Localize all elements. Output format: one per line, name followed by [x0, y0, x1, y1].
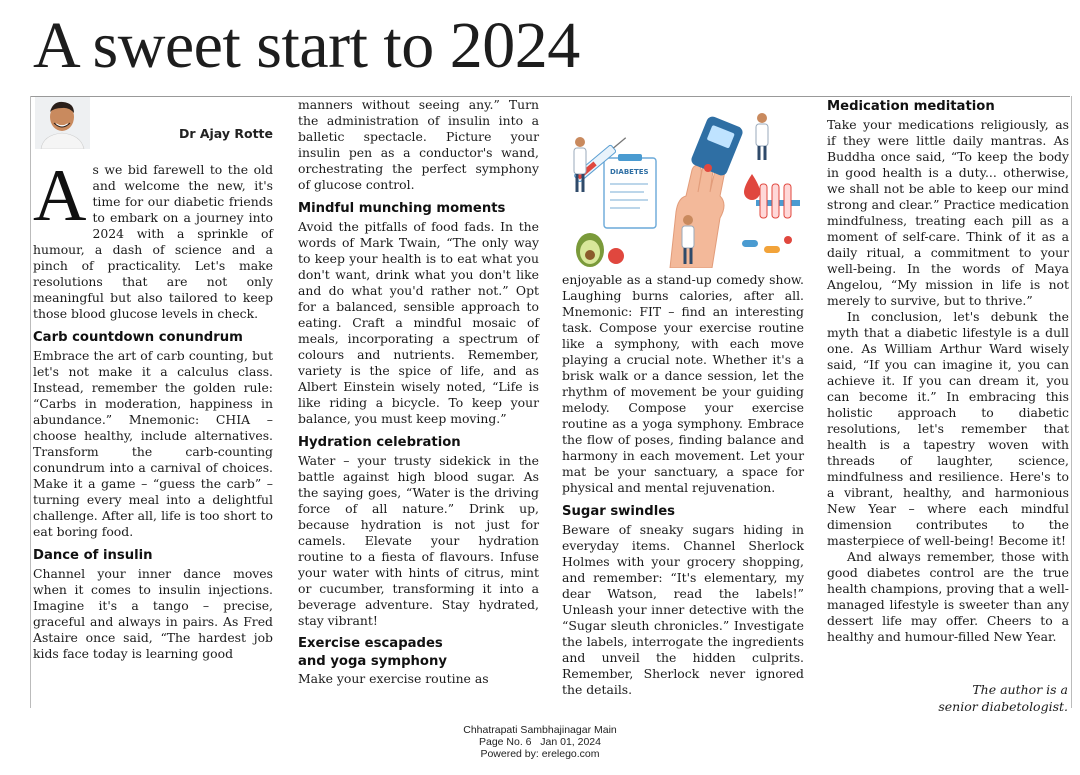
intro-paragraph: [33, 155, 273, 322]
column-2: [298, 97, 539, 687]
paragraph-conclusion: In conclusion, let's debunk the myth that a diabetic lifestyle is a dull one. As William Arthur Ward wisely said, “If you can imagine it, you can achieve it. If you can dream it, you can become it.” In embracing this holistic approach to diabetic resolutions, let's remember that health is a tapestry woven with threads of laughter, science, mindfulness and resilience. Here's to a vibrant, healthy, and harmonious New Year – where each mindful dimension contributes to the masterpiece of well-being! Become it!: [827, 309, 1069, 548]
heading-exercise: Exercise escapades and yoga symphony: [298, 636, 447, 669]
page-date-label: Page No. 6 Jan 01, 2024: [478, 736, 601, 748]
tomato-icon: [608, 248, 624, 264]
svg-text:DIABETES: DIABETES: [610, 168, 649, 176]
author-photo: [35, 97, 90, 149]
paragraph-exercise: enjoyable as a stand-up comedy show. Laughing burns calories, after all. Mnemonic: FIT – find an interesting task. Compose your exercise routine like a symphony, with each move playing a crucial note. Whether it's a brisk walk or a dance session, let the rhythm of movement be your guiding melody. Compose your exercise routine as a yoga symphony. Embrace the flow of poses, finding balance and harmony in each movement. Let your mat be your sanctuary, a space for physical and mental rejuvenation.: [562, 272, 804, 495]
paragraph-dance: Channel your inner dance moves when it comes to insulin injections. Imagine it's a tango – precise, graceful and always in pairs. As Fred Astaire once said, “The hardest job kids face today is learning good: [33, 566, 273, 661]
right-border: [1071, 96, 1072, 708]
intro-text: s we bid farewell to the old and welcome the new, it's time for our diabetic friends to embark on a journey into 2024 with a sprinkle of humour, a dash of science and a pinch of practicality. Let's make resolutions that are not only meaningful but also tailored to keep those blood glucose levels in check.: [33, 162, 273, 321]
heading-hydration: Hydration celebration: [298, 435, 461, 450]
edition-label: Chhatrapati Sambhajinagar Main: [463, 724, 617, 736]
paragraph-dance-cont: manners without seeing any.” Turn the administration of insulin into a balletic spectacle. Picture your insulin pen as a conductor's wand, orchestrating the perfect symphony of glucose control.: [298, 97, 539, 192]
powered-by-label[interactable]: Powered by: erelego.com: [480, 748, 600, 760]
paragraph-hydration: Water – your trusty sidekick in the battle against high blood sugar. As the saying goes, “Water is the driving force of all nature.” Drink up, because hydration is not just for camels. Elevate your hydration routine to a fiesta of flavours. Infuse your water with hints of citrus, mint or cucumber, transforming it into a beverage adventure. Stay hydrated, stay vibrant!: [298, 453, 539, 628]
paragraph-medication: Take your medications religiously, as if they were little daily mantras. As Buddha once said, “To keep the body in good health is a duty... otherwise, we shall not be able to keep our mind strong and clear.” Practice medication mindfulness, treating each pill as a moment of self-care. Think of it as a daily ritual, a commitment to your well-being. In the words of Maya Angelou, “My mission in life is not merely to survive, but to thrive.”: [827, 117, 1069, 308]
diabetes-illustration: [560, 100, 806, 268]
paragraph-carb: Embrace the art of carb counting, but let's not make it a calculus class. Instead, remember the golden rule: “Carbs in moderation, happiness in abundance.” Mnemonic: CHIA – choose healthy, include alternatives. Transform the carb-counting conundrum into a carnival of choices. Make it a game – “guess the carb” – turning every meal into a delightful challenge. After all, life is too short to eat boring food.: [33, 348, 273, 539]
heading-munch: Mindful munching moments: [298, 201, 506, 216]
avocado-icon: [576, 233, 604, 267]
column-1: [33, 155, 273, 662]
paragraph-munch: Avoid the pitfalls of food fads. In the words of Mark Twain, “The only way to keep your health is to eat what you don't want, drink what you don't like and do what you'd rather not.” Opt for a balanced, sensible approach to eating. Craft a mindful mosaic of meals, incorporating a spectrum of colours and nutrients. Remember, variety is the spice of life, and as Albert Einstein wisely noted, “Life is like riding a bicycle. To keep your balance, you must keep moving.”: [298, 219, 539, 426]
paragraph-final: And always remember, those with good diabetes control are the true health champions, proving that a well-managed lifestyle is sweeter than any dessert life may offer. Cheers to a healthy and humour-filled New Year.: [827, 549, 1069, 644]
left-border: [30, 96, 31, 708]
author-note: The author is a senior diabetologist.: [938, 682, 1068, 714]
paragraph-exercise-start: Make your exercise routine as: [298, 671, 489, 686]
column-4: [827, 97, 1069, 645]
heading-medication: Medication meditation: [827, 99, 995, 114]
drop-cap: A: [33, 155, 87, 237]
heading-sugar: Sugar swindles: [562, 504, 676, 519]
heading-dance: Dance of insulin: [33, 548, 153, 563]
page-footer: [400, 724, 680, 760]
column-3: [562, 272, 804, 698]
clipboard-icon: [604, 154, 656, 228]
paragraph-sugar: Beware of sneaky sugars hiding in everyday items. Channel Sherlock Holmes with your grocery shopping, and remember: “It's elementary, my dear Watson, read the labels!” Unleash your inner detective with the “Sugar sleuth chronicles.” Investigate the labels, interrogate the ingredients and unveil the hidden culprits. Remember, Sherlock never ignored the details.: [562, 522, 804, 697]
article-headline: A sweet start to 2024: [33, 9, 580, 82]
author-byline: Dr Ajay Rotte: [178, 126, 273, 141]
heading-carb: Carb countdown conundrum: [33, 330, 243, 345]
